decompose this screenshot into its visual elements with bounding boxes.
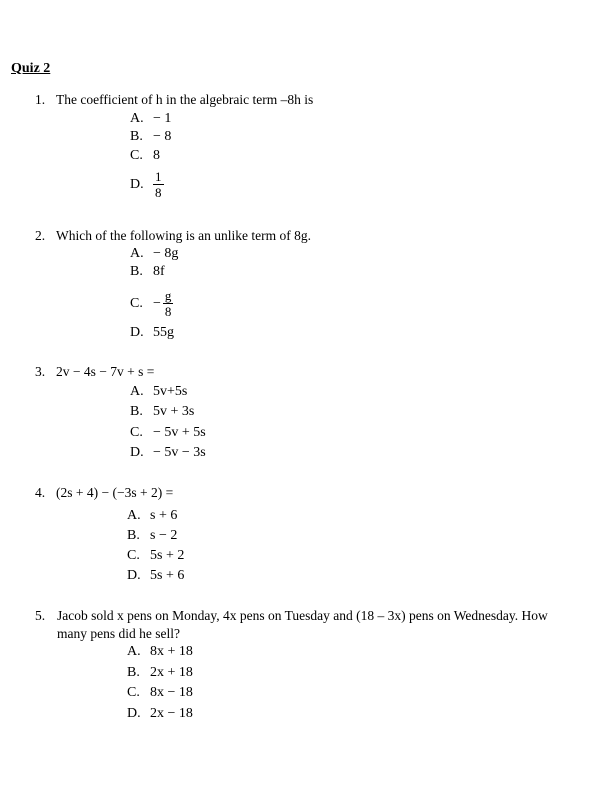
question-5 — [35, 607, 555, 643]
option-5a — [127, 644, 193, 660]
option-label: C. — [127, 548, 140, 563]
question-3 — [35, 364, 154, 380]
option-text: − 1 — [153, 111, 172, 126]
fraction-numerator: g — [164, 288, 172, 303]
option-1b — [130, 129, 171, 145]
option-text: 5v+5s — [153, 384, 188, 399]
fraction-numerator: 1 — [155, 169, 162, 184]
option-label: C. — [130, 295, 143, 311]
option-text: s + 6 — [150, 508, 178, 523]
option-label: D. — [130, 445, 144, 460]
option-3d — [130, 445, 206, 461]
question-text: Jacob sold x pens on Monday, 4x pens on Tuesday and (18 – 3x) pens on Wednesday. How many pens did he sell? — [57, 608, 548, 641]
option-4d — [127, 568, 184, 584]
option-text: − 8g — [153, 246, 179, 261]
question-number: 1. — [35, 92, 46, 107]
option-label: A. — [127, 508, 141, 523]
fraction-sign: − — [153, 295, 161, 311]
option-label: D. — [130, 325, 144, 340]
option-1d — [130, 169, 164, 200]
option-3b — [130, 404, 194, 420]
option-2a — [130, 246, 178, 262]
question-number: 5. — [35, 608, 46, 623]
option-label: D. — [130, 176, 144, 192]
option-label: C. — [130, 148, 143, 163]
option-text: 2x − 18 — [150, 706, 193, 721]
option-label: A. — [130, 111, 144, 126]
question-number: 4. — [35, 485, 46, 500]
option-3c — [130, 425, 206, 441]
option-label: B. — [127, 665, 140, 680]
option-5c — [127, 685, 193, 701]
quiz-title: Quiz 2 — [11, 61, 51, 76]
option-label: A. — [130, 384, 144, 399]
option-text: − 8 — [153, 129, 172, 144]
option-5b — [127, 665, 193, 681]
option-text: 55g — [153, 325, 174, 340]
option-3a — [130, 384, 187, 400]
question-text: 2v − 4s − 7v + s = — [56, 364, 155, 379]
option-text: 5s + 2 — [150, 548, 185, 563]
option-1c — [130, 148, 160, 164]
question-text: (2s + 4) − (−3s + 2) = — [56, 485, 174, 500]
option-label: C. — [130, 425, 143, 440]
option-label: D. — [127, 568, 141, 583]
question-text: Which of the following is an unlike term of 8g. — [56, 228, 311, 243]
option-text: 5s + 6 — [150, 568, 185, 583]
question-1 — [35, 92, 313, 108]
option-text: s − 2 — [150, 528, 178, 543]
option-label: A. — [130, 246, 144, 261]
option-2b — [130, 264, 165, 280]
option-text: 8 — [153, 148, 160, 163]
option-text: − 5v + 5s — [153, 425, 206, 440]
option-4b — [127, 528, 177, 544]
option-4a — [127, 508, 177, 524]
option-text: − 5v − 3s — [153, 445, 206, 460]
question-2 — [35, 228, 311, 244]
option-label: B. — [130, 264, 143, 279]
option-text: 8f — [153, 264, 165, 279]
fraction-denominator: 8 — [155, 185, 162, 200]
fraction — [163, 288, 174, 319]
option-text: 2x + 18 — [150, 665, 193, 680]
question-number: 2. — [35, 228, 46, 243]
question-text: The coefficient of h in the algebraic term –8h is — [56, 92, 314, 107]
option-label: B. — [130, 404, 143, 419]
option-4c — [127, 548, 184, 564]
option-label: C. — [127, 685, 140, 700]
option-label: B. — [127, 528, 140, 543]
option-5d — [127, 706, 193, 722]
option-text: 8x + 18 — [150, 644, 193, 659]
question-number: 3. — [35, 364, 46, 379]
question-4 — [35, 485, 173, 501]
fraction-denominator: 8 — [164, 304, 172, 319]
option-label: B. — [130, 129, 143, 144]
option-label: D. — [127, 706, 141, 721]
option-1a — [130, 111, 171, 127]
option-2c — [130, 288, 173, 319]
option-text: 8x − 18 — [150, 685, 193, 700]
option-2d — [130, 325, 174, 341]
fraction — [153, 169, 164, 200]
option-label: A. — [127, 644, 141, 659]
option-text: 5v + 3s — [153, 404, 195, 419]
